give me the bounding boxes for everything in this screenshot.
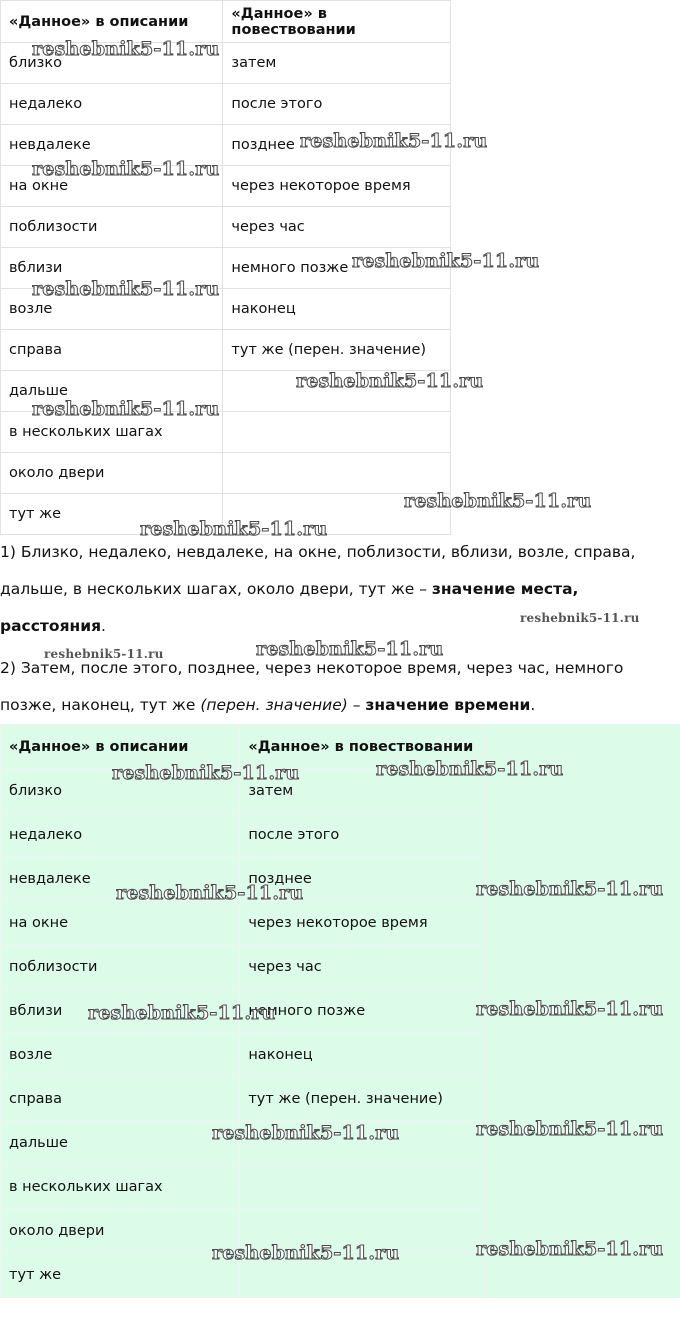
cell-description: невдалеке (1, 125, 223, 166)
table-row (1, 330, 451, 371)
cell-narration: позднее (240, 857, 486, 901)
cell-description: около двери (1, 453, 223, 494)
watermark: reshebnik5-11.ru (44, 647, 164, 661)
cell-description: тут же (1, 494, 223, 535)
cell-description: близко (1, 769, 240, 813)
cell-description: дальше (1, 1121, 240, 1165)
cell-description: справа (1, 1077, 240, 1121)
cell-narration (240, 1165, 486, 1209)
watermark: reshebnik5-11.ru (476, 1238, 664, 1260)
watermark: reshebnik5-11.ru (520, 611, 640, 625)
table-row (1, 453, 451, 494)
table-header-row (1, 1, 451, 43)
cell-narration: через час (240, 945, 486, 989)
watermark: reshebnik5-11.ru (476, 878, 664, 900)
cell-narration: затем (223, 43, 451, 84)
cell-narration: после этого (240, 813, 486, 857)
cell-description: невдалеке (1, 857, 240, 901)
watermark: reshebnik5-11.ru (300, 130, 488, 152)
cell-description: недалеко (1, 84, 223, 125)
cell-narration: тут же (перен. значение) (223, 330, 451, 371)
cell-description: поблизости (1, 945, 240, 989)
table-row (1, 945, 486, 989)
cell-narration: немного позже (223, 248, 451, 289)
paragraph-place (0, 534, 680, 645)
cell-narration: через некоторое время (240, 901, 486, 945)
watermark: reshebnik5-11.ru (112, 762, 300, 784)
cell-description: вблизи (1, 248, 223, 289)
cell-narration: немного позже (240, 989, 486, 1033)
cell-description: на окне (1, 901, 240, 945)
watermark: reshebnik5-11.ru (88, 1002, 276, 1024)
watermark: reshebnik5-11.ru (376, 758, 564, 780)
watermark: reshebnik5-11.ru (32, 38, 220, 60)
cell-narration: через некоторое время (223, 166, 451, 207)
paragraph-end: . (101, 617, 106, 635)
watermark: reshebnik5-11.ru (140, 518, 328, 540)
cell-description: тут же (1, 1253, 240, 1297)
cell-description: недалеко (1, 813, 240, 857)
cell-description: на окне (1, 166, 223, 207)
cell-narration: наконец (223, 289, 451, 330)
watermark: reshebnik5-11.ru (476, 998, 664, 1020)
watermark: reshebnik5-11.ru (352, 250, 540, 272)
cell-narration: затем (240, 769, 486, 813)
table-row (1, 813, 486, 857)
cell-narration: после этого (223, 84, 451, 125)
paragraph-bold: значение места, расстояния (0, 580, 579, 635)
table-row (1, 84, 451, 125)
paragraph-dash: – (347, 696, 366, 714)
watermark: reshebnik5-11.ru (116, 882, 304, 904)
table-row (1, 1033, 486, 1077)
watermark: reshebnik5-11.ru (32, 278, 220, 300)
table-row (1, 901, 486, 945)
cell-description: в нескольких шагах (1, 1165, 240, 1209)
paragraph-text: 1) Близко, недалеко, невдалеке, на окне, поблизости, вблизи, возле, справа, дальше, в нескольких шагах, около двери, тут же – (0, 543, 636, 598)
cell-description: поблизости (1, 207, 223, 248)
header-narration: «Данное» в повествовании (240, 725, 486, 769)
cell-narration: тут же (перен. значение) (240, 1077, 486, 1121)
watermark: reshebnik5-11.ru (476, 1118, 664, 1140)
watermark: reshebnik5-11.ru (404, 490, 592, 512)
watermark: reshebnik5-11.ru (256, 638, 444, 660)
paragraph-text: 2) Затем, после этого, позднее, через некоторое время, через час, немного позже, наконец, тут же (0, 659, 624, 714)
watermark: reshebnik5-11.ru (212, 1242, 400, 1264)
cell-narration: наконец (240, 1033, 486, 1077)
watermark: reshebnik5-11.ru (32, 158, 220, 180)
table-row (1, 207, 451, 248)
cell-description: около двери (1, 1209, 240, 1253)
cell-description: возле (1, 289, 223, 330)
cell-narration: через час (223, 207, 451, 248)
paragraph-italic: (перен. значение) (200, 696, 348, 714)
paragraph-time (0, 650, 680, 724)
cell-description: справа (1, 330, 223, 371)
watermark: reshebnik5-11.ru (32, 398, 220, 420)
cell-description: в нескольких шагах (1, 412, 223, 453)
cell-description: возле (1, 1033, 240, 1077)
cell-narration (223, 412, 451, 453)
header-description: «Данное» в описании (1, 725, 240, 769)
paragraph-bold: значение времени (365, 696, 531, 714)
cell-description: дальше (1, 371, 223, 412)
watermark: reshebnik5-11.ru (212, 1122, 400, 1144)
table-row (1, 1077, 486, 1121)
cell-description: вблизи (1, 989, 240, 1033)
header-description: «Данное» в описании (1, 1, 223, 43)
paragraph-end: . (530, 696, 536, 714)
table-row (1, 1165, 486, 1209)
cell-narration (223, 453, 451, 494)
watermark: reshebnik5-11.ru (296, 370, 484, 392)
header-narration: «Данное» в повествовании (223, 1, 451, 43)
cell-description: близко (1, 43, 223, 84)
cell-narration: позднее (223, 125, 451, 166)
